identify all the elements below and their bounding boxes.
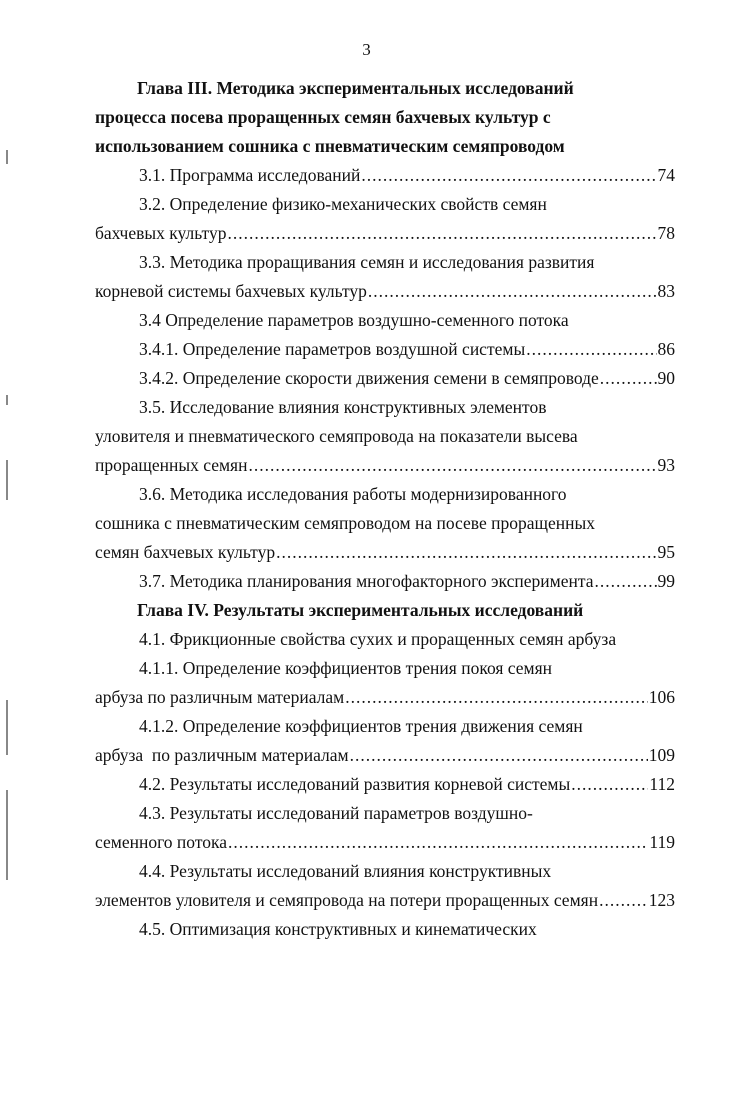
toc-entry-4-3-line-1: 4.3. Результаты исследований параметров воздушно-: [139, 803, 533, 823]
dot-leader: [600, 364, 657, 393]
dot-leader: [571, 770, 648, 799]
toc-entry-page: 74: [657, 165, 675, 185]
toc-entry-3-4-1[interactable]: [95, 335, 675, 364]
dot-leader: [228, 828, 648, 857]
toc-entry-4-1-2[interactable]: [95, 741, 675, 770]
dot-leader: [594, 567, 656, 596]
toc-entry-text: 3.7. Методика планирования многофакторного эксперимента: [139, 571, 594, 591]
toc-entry-4-1-2-line-1: 4.1.2. Определение коэффициентов трения движения семян: [139, 716, 583, 736]
dot-leader: [526, 335, 656, 364]
table-of-contents: [95, 74, 675, 944]
toc-entry-3-5-line-1: 3.5. Исследование влияния конструктивных элементов: [139, 397, 547, 417]
dot-leader: [599, 886, 648, 915]
toc-entry-text: семенного потока: [95, 832, 227, 852]
dot-leader: [350, 741, 648, 770]
scan-artifact: [6, 700, 8, 755]
toc-entry-3-6[interactable]: [95, 538, 675, 567]
toc-entry-page: 109: [648, 745, 675, 765]
toc-entry-page: 95: [657, 542, 675, 562]
toc-entry-3-2-line-1: 3.2. Определение физико-механических свойств семян: [139, 194, 547, 214]
toc-entry-page: 83: [657, 281, 675, 301]
toc-entry-page: 90: [657, 368, 675, 388]
dot-leader: [248, 451, 656, 480]
dot-leader: [227, 219, 656, 248]
toc-entry-4-4-line-1: 4.4. Результаты исследований влияния конструктивных: [139, 861, 552, 881]
toc-entry-3-3-line-1: 3.3. Методика проращивания семян и исследования развития: [139, 252, 595, 272]
toc-entry-3-5[interactable]: [95, 451, 675, 480]
toc-entry-page: 106: [648, 687, 675, 707]
toc-entry-text: 3.4.1. Определение параметров воздушной системы: [139, 339, 526, 359]
toc-entry-4-1: 4.1. Фрикционные свойства сухих и проращенных семян арбуза: [139, 629, 617, 649]
scan-artifact: [6, 395, 8, 405]
dot-leader: [361, 161, 656, 190]
toc-entry-text: 3.1. Программа исследований: [139, 165, 361, 185]
dot-leader: [345, 683, 648, 712]
dot-leader: [276, 538, 656, 567]
toc-entry-text: 3.4.2. Определение скорости движения семени в семяпроводе: [139, 368, 599, 388]
toc-entry-4-1-1[interactable]: [95, 683, 675, 712]
toc-entry-3-3[interactable]: [95, 277, 675, 306]
toc-entry-text: 4.2. Результаты исследований развития корневой системы: [139, 774, 571, 794]
dot-leader: [368, 277, 657, 306]
toc-entry-text: элементов уловителя и семяпровода на потери проращенных семян: [95, 890, 599, 910]
toc-entry-3-6-line-1: 3.6. Методика исследования работы модернизированного: [139, 484, 567, 504]
chapter3-title-line-2: процесса посева проращенных семян бахчевых культур с: [95, 107, 551, 127]
toc-entry-4-4[interactable]: [95, 886, 675, 915]
toc-entry-page: 93: [657, 455, 675, 475]
toc-entry-page: 112: [649, 774, 675, 794]
toc-entry-4-1-1-line-1: 4.1.1. Определение коэффициентов трения покоя семян: [139, 658, 553, 678]
toc-entry-page: 99: [657, 571, 675, 591]
chapter3-title-line-3: использованием сошника с пневматическим семяпроводом: [95, 136, 565, 156]
toc-entry-page: 86: [657, 339, 675, 359]
toc-entry-3-4: 3.4 Определение параметров воздушно-семенного потока: [139, 310, 569, 330]
toc-entry-3-2[interactable]: [95, 219, 675, 248]
toc-entry-3-7[interactable]: [95, 567, 675, 596]
chapter4-title: Глава IV. Результаты экспериментальных исследований: [137, 600, 584, 620]
toc-entry-3-5-line-2: уловителя и пневматического семяпровода на показатели высева: [95, 426, 578, 446]
toc-entry-4-3[interactable]: [95, 828, 675, 857]
toc-entry-text: проращенных семян: [95, 455, 248, 475]
toc-entry-text: арбуза по различным материалам: [95, 745, 349, 765]
toc-entry-3-4-2[interactable]: [95, 364, 675, 393]
toc-entry-4-5: 4.5. Оптимизация конструктивных и кинематических: [139, 919, 537, 939]
toc-entry-page: 119: [649, 832, 675, 852]
toc-entry-text: арбуза по различным материалам: [95, 687, 345, 707]
toc-entry-3-6-line-2: сошника с пневматическим семяпроводом на посеве проращенных: [95, 513, 595, 533]
toc-entry-page: 123: [648, 890, 675, 910]
toc-entry-text: бахчевых культур: [95, 223, 227, 243]
toc-entry-page: 78: [657, 223, 675, 243]
toc-entry-text: корневой системы бахчевых культур: [95, 281, 367, 301]
page-number: 3: [362, 40, 371, 59]
toc-entry-3-1[interactable]: [95, 161, 675, 190]
chapter3-title-line-1: Глава III. Методика экспериментальных исследований: [137, 78, 574, 98]
scan-artifact: [6, 460, 8, 500]
scan-artifact: [6, 790, 8, 880]
toc-entry-text: семян бахчевых культур: [95, 542, 276, 562]
scan-artifact: [6, 150, 8, 164]
toc-entry-4-2[interactable]: [95, 770, 675, 799]
